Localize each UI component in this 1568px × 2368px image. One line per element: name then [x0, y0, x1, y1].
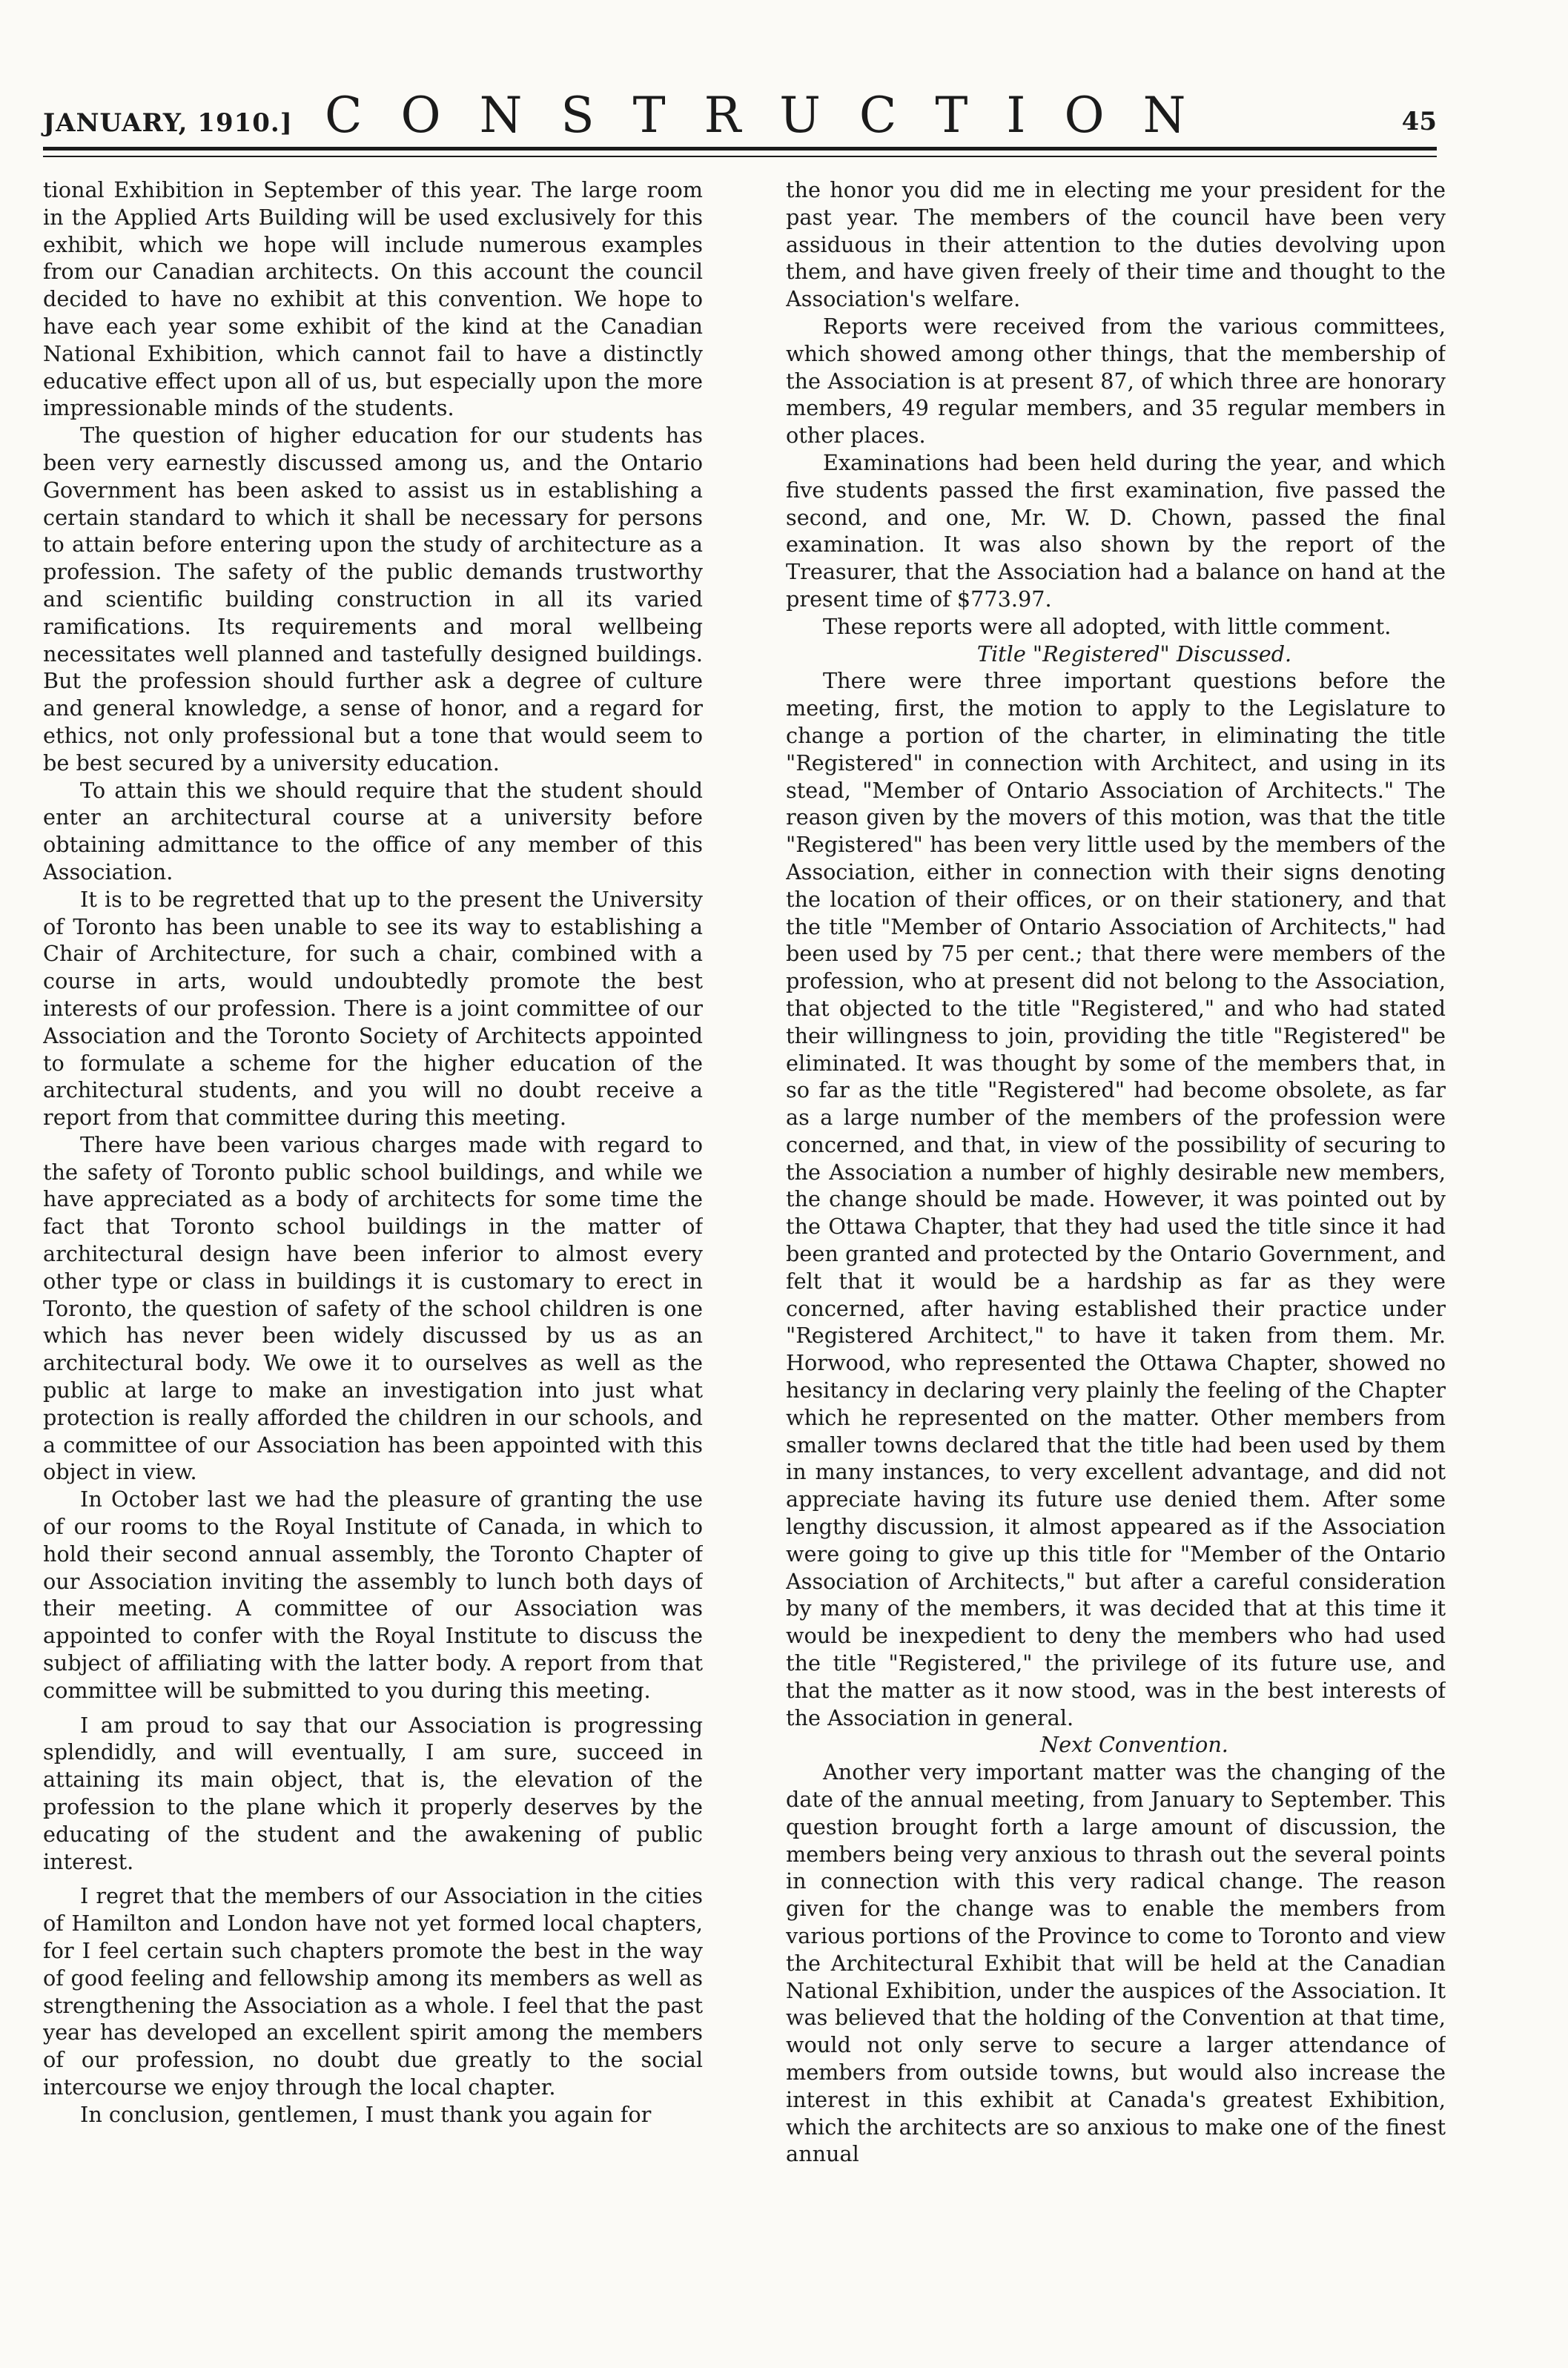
paragraph: These reports were all adopted, with little comment.: [823, 613, 1392, 639]
journal-title: CONSTRUCTION: [325, 87, 1225, 144]
header-rule-thick: [43, 147, 1437, 151]
paragraph: Examinations had been held during the year, and which five students passed the first examination, five passed the second, and one, Mr. W. D. Chown, passed the final examination. It was also shown by the report of the Treasurer, that the Association had a balance on hand at the present time of $773.97.: [786, 449, 1446, 612]
running-header: [43, 87, 1437, 144]
paragraph: Another very important matter was the changing of the date of the annual meeting, from January to September. This question brought forth a large amount of discussion, the members being very anxious to thrash out the several points in connection with this very radical change. The reason given for the change was to enable the members from various portions of the Province to come to Toronto and view the Architectural Exhibit that will be held at the Canadian National Exhibition, under the auspices of the Association. It was believed that the holding of the Convention at that time, would not only serve to secure a larger attendance of members from outside towns, but would also increase the interest in this exhibit at Canada's greatest Exhibition, which the architects are so anxious to make one of the finest annual: [786, 1759, 1446, 2167]
section-heading: Title "Registered" Discussed.: [976, 641, 1292, 667]
paragraph: There were three important questions before the meeting, first, the motion to apply to the Legislature to change a portion of the charter, in eliminating the title "Registered" in connection with Architect, and using in its stead, "Member of Ontario Association of Architects." The reason given by the movers of this motion, was that the title "Registered" has been very little used by the members of the Association, either in connection with their signs denoting the location of their offices, or on their stationery, and that the title "Member of Ontario Association of Architects," had been used by 75 per cent.; that there were members of the profession, who at present did not belong to the Association, that objected to the title "Registered," and who had stated their willingness to join, providing the title "Registered" be eliminated. It was thought by some of the members that, in so far as the title "Registered" had become obsolete, as far as a large number of the members of the profession were concerned, and that, in view of the possibility of securing to the Association a number of highly desirable new members, the change should be made. However, it was pointed out by the Ottawa Chapter, that they had used the title since it had been granted and protected by the Ontario Government, and felt that it would be a hardship as far as they were concerned, after having established their practice under "Registered Architect," to have it taken from them. Mr. Horwood, who represented the Ottawa Chapter, showed no hesitancy in declaring very plainly the feeling of the Chapter which he represented on the matter. Other members from smaller towns declared that the title had been used by them in many instances, to very excellent advantage, and did not appreciate having its future use denied them. After some lengthy discussion, it almost appeared as if the Association were going to give up this title for "Member of the Ontario Association of Architects," but after a careful consideration by many of the members, it was decided that at this time it would be inexpedient to deny the members who had used the title "Registered," the privilege of its future use, and that the matter as it now stood, was in the best interests of the Association in general.: [786, 668, 1446, 1730]
paragraph: the honor you did me in electing me your president for the past year. The members of the council have been very assiduous in their attention to the duties devolving upon them, and have given freely of their time and thought to the Association's welfare.: [786, 177, 1446, 312]
paragraph: tional Exhibition in September of this year. The large room in the Applied Arts Building will be used exclusively for this exhibit, which we hope will include numerous examples from our Canadian architects. On this account the council decided to have no exhibit at this convention. We hope to have each year some exhibit of the kind at the Canadian National Exhibition, which cannot fail to have a distinctly educative effect upon all of us, but especially upon the more impressionable minds of the students.: [43, 177, 703, 421]
paragraph: To attain this we should require that the student should enter an architectural course at a university before obtaining admittance to the office of any member of this Association.: [43, 777, 703, 884]
page-number: 45: [1401, 107, 1437, 136]
paragraph: I regret that the members of our Association in the cities of Hamilton and London have not yet formed local chapters, for I feel certain such chapters promote the best in the way of good feeling and fellowship among its members as well as strengthening the Association as a whole. I feel that the past year has developed an excellent spirit among the members of our profession, no doubt due greatly to the social intercourse we enjoy through the local chapter.: [43, 1883, 703, 2100]
issue-date: JANUARY, 1910.]: [43, 108, 293, 138]
left-column: [43, 176, 703, 2312]
paragraph: The question of higher education for our students has been very earnestly discussed among us, and the Ontario Government has been asked to assist us in establishing a certain standard to which it shall be necessary for persons to attain before entering upon the study of architecture as a profession. The safety of the public demands trustworthy and scientific building construction in all its varied ramifications. Its requirements and moral wellbeing necessitates well planned and tastefully designed buildings. But the profession should further ask a degree of culture and general knowledge, a sense of honor, and a regard for ethics, not only professional but a tone that would seem to be best secured by a university education.: [43, 423, 703, 775]
paragraph: In conclusion, gentlemen, I must thank you again for: [80, 2101, 652, 2127]
header-rule-thin: [43, 156, 1437, 157]
paragraph: In October last we had the pleasure of granting the use of our rooms to the Royal Institute of Canada, in which to hold their second annual assembly, the Toronto Chapter of our Association inviting the assembly to lunch both days of their meeting. A committee of our Association was appointed to confer with the Royal Institute to discuss the subject of affiliating with the latter body. A report from that committee will be submitted to you during this meeting.: [43, 1486, 703, 1703]
paragraph: Reports were received from the various committees, which showed among other things, that the membership of the Association is at present 87, of which three are honorary members, 49 regular members, and 35 regular members in other places.: [786, 313, 1446, 449]
paragraph: There have been various charges made with regard to the safety of Toronto public school buildings, and while we have appreciated as a body of architects for some time the fact that Toronto school buildings in the matter of architectural design have been inferior to almost every other type or class in buildings it is customary to erect in Toronto, the question of safety of the school children is one which has never been widely discussed by us as an architectural body. We owe it to ourselves as well as the public at large to make an investigation into just what protection is really afforded the children in our schools, and a committee of our Association has been appointed with this object in view.: [43, 1131, 703, 1485]
paragraph: I am proud to say that our Association is progressing splendidly, and will eventually, I am sure, succeed in attaining its main object, that is, the elevation of the profession to the plane which it properly deserves by the educating of the student and the awakening of public interest.: [43, 1712, 703, 1874]
paragraph: It is to be regretted that up to the present the University of Toronto has been unable to see its way to establishing a Chair of Architecture, for such a chair, combined with a course in arts, would undoubtedly promote the best interests of our profession. There is a joint committee of our Association and the Toronto Society of Architects appointed to formulate a scheme for the higher education of the architectural students, and you will no doubt receive a report from that committee during this meeting.: [43, 886, 703, 1131]
section-heading: Next Convention.: [1040, 1732, 1228, 1758]
right-column: [786, 176, 1446, 2312]
